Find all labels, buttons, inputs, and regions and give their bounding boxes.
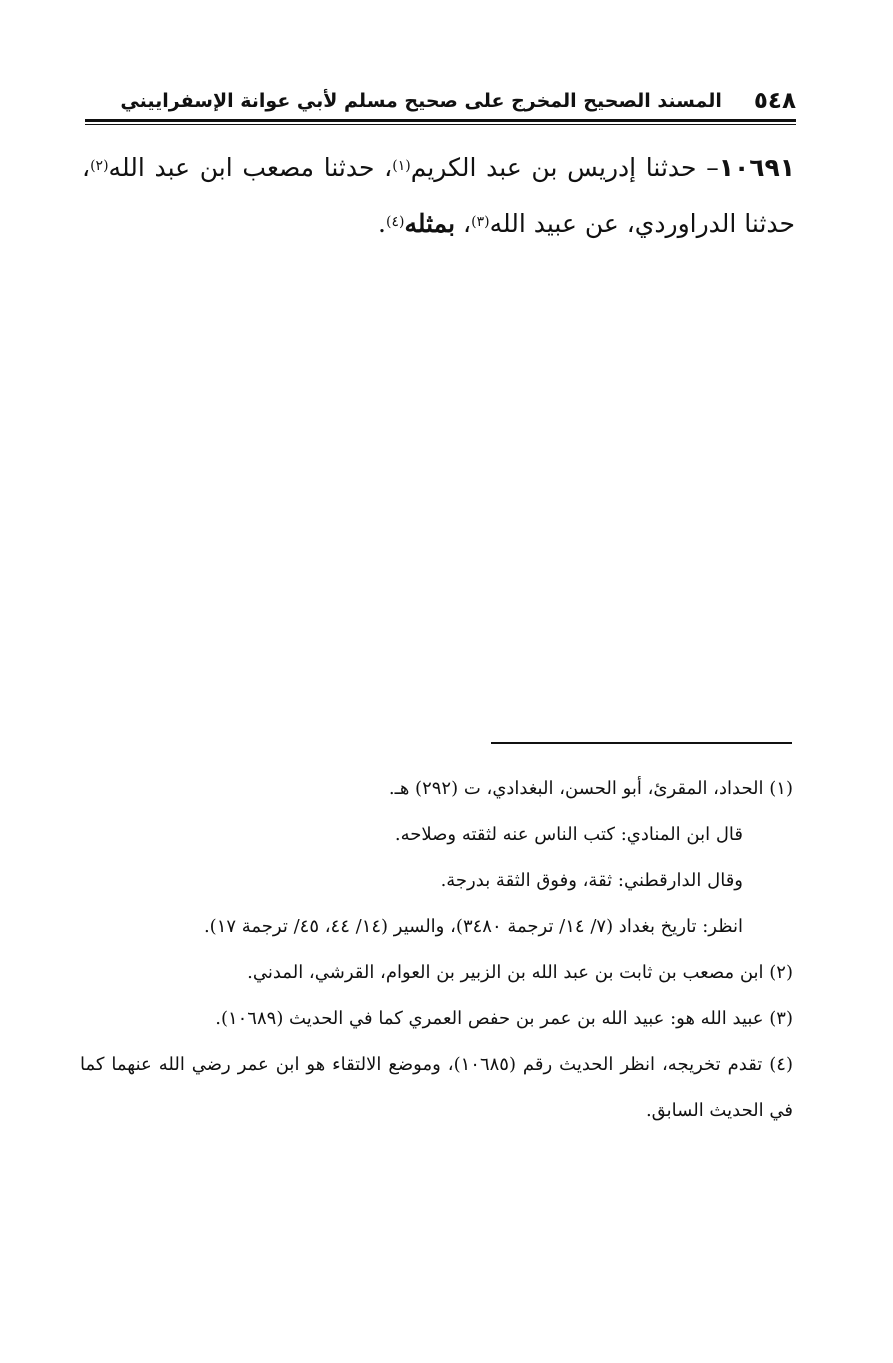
footnote-4: (٤) تقدم تخريجه، انظر الحديث رقم (١٠٦٨٥)، وموضع الالتقاء هو ابن عمر رضي الله عنهما كما في الحديث السابق. [80, 1054, 793, 1121]
hadith-segment-2: ، حدثنا مصعب ابن عبد الله [108, 153, 393, 182]
running-head [120, 84, 796, 118]
hadith-dash: – [696, 153, 719, 182]
page-number: ٥٤٨ [753, 88, 796, 114]
footnote-1-line-2: قال ابن المنادي: كتب الناس عنه لثقته وصلاحه. [394, 824, 743, 845]
footnote-1-line-3: وقال الدارقطني: ثقة، وفوق الثقة بدرجة. [440, 870, 743, 891]
footnote-ref-2: (٢) [90, 158, 109, 174]
book-title: المسند الصحيح المخرج على صحيح مسلم لأبي عوانة الإسفراييني [120, 90, 722, 112]
hadith-number: ١٠٦٩١ [718, 153, 795, 182]
hadith-segment-1: حدثنا إدريس بن عبد الكريم [410, 153, 697, 182]
hadith-end: . [378, 209, 386, 238]
footnote-1-line-4: انظر: تاريخ بغداد (٧/ ١٤/ ترجمة ٣٤٨٠)، والسير (١٤/ ٤٤، ٤٥/ ترجمة ١٧). [203, 916, 743, 937]
header-rule-thick [85, 119, 796, 122]
footnotes [80, 766, 793, 1134]
footnote-3: (٣) عبيد الله هو: عبيد الله بن عمر بن حفص العمري كما في الحديث (١٠٦٨٩). [215, 1008, 793, 1029]
footnote-1: (١) الحداد، المقرئ، أبو الحسن، البغدادي، ت (٢٩٢) هـ. [388, 778, 793, 799]
footnote-2: (٢) ابن مصعب بن ثابت بن عبد الله بن الزبير بن العوام، القرشي، المدني. [247, 962, 793, 983]
footnote-ref-4: (٤) [385, 214, 405, 230]
hadith-segment-3: ، حدثنا الدراوردي، عن عبيد الله [82, 153, 795, 238]
hadith-text [82, 140, 795, 252]
footnote-ref-3: (٣) [471, 214, 490, 230]
footnote-ref-1: (١) [392, 158, 411, 174]
footnote-separator [491, 742, 792, 744]
header-rule-thin [85, 124, 796, 125]
hadith-segment-4: ، [455, 209, 472, 238]
hadith-bold-word: بمثله [404, 209, 456, 238]
